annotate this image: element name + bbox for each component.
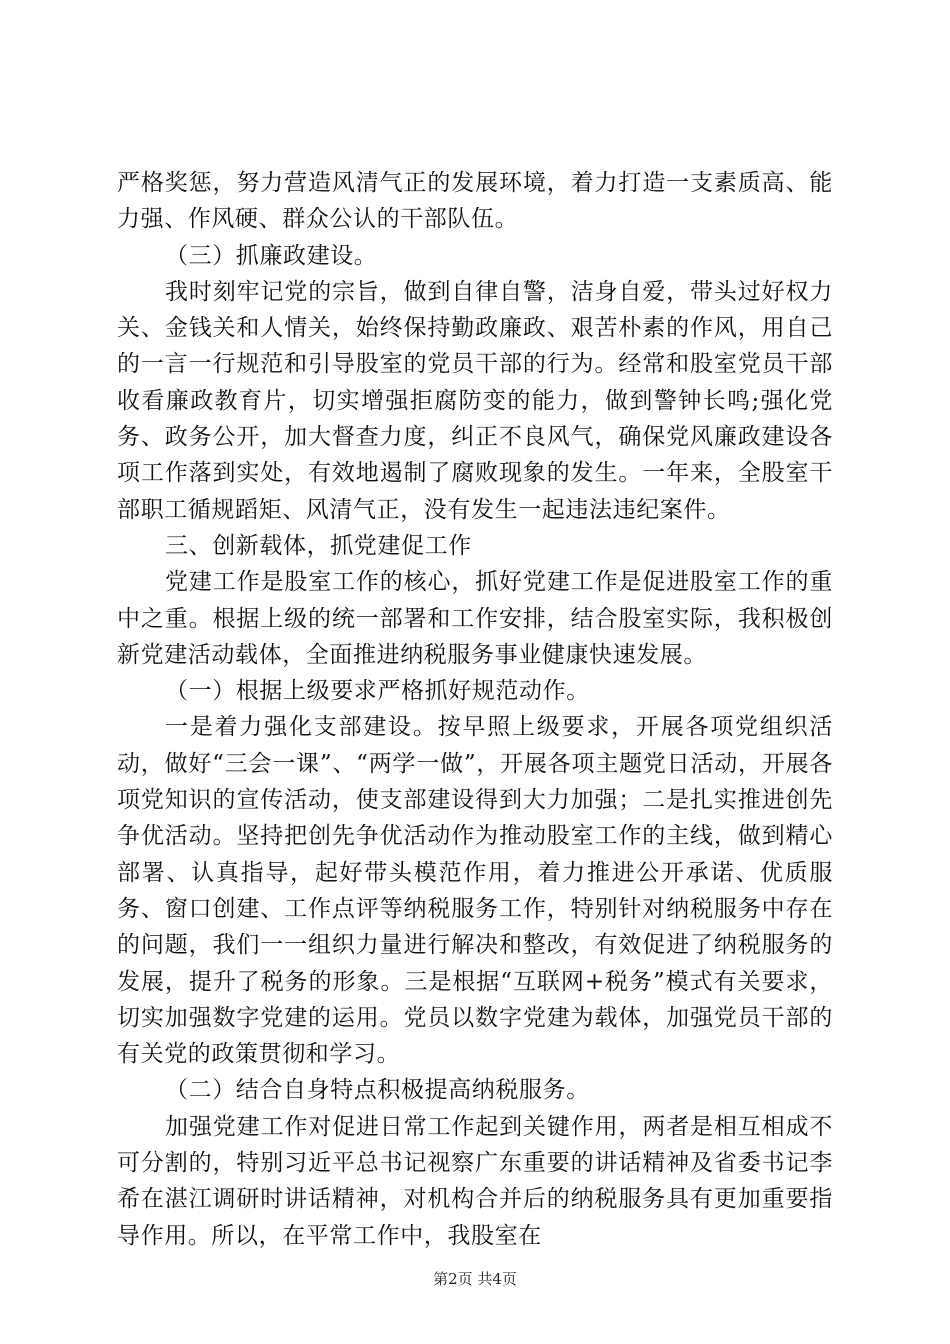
section-heading: 三、创新载体，抓党建促工作 [165, 532, 472, 559]
section-heading: （三）抓廉政建设。 [165, 242, 378, 269]
paragraph: 一是着力强化支部建设。按早照上级要求，开展各项党组织活动，做好“三会一课”、“两学一做”，开展各项主题党日活动，开展各项党知识的宣传活动，使支部建设得到大力加强；二是扎实推进创先争优活动。坚持把创先争优活动作为推动股室工作的主线，做到精心部署、认真指导，起好带头模范作用，着力推进公开承诺、优质服务、窗口创建、工作点评等纳税服务工作，特别针对纳税服务中存在的问题，我们一一组织力量进行解决和整改，有效促进了纳税服务的发展，提升了税务的形象。三是根据“互联网+税务”模式有关要求，切实加强数字党建的运用。党员以数字党建为载体，加强党员干部的有关党的政策贯彻和学习。 [117, 714, 833, 1068]
paragraph: 严格奖惩，努力营造风清气正的发展环境，着力打造一支素质高、能力强、作风硬、群众公认的干部队伍。 [117, 170, 833, 233]
paragraph: 加强党建工作对促进日常工作起到关键作用，两者是相互相成不可分割的，特别习近平总书记视察广东重要的讲话精神及省委书记李希在湛江调研时讲话精神，对机构合并后的纳税服务具有更加重要指导作用。所以，在平常工作中，我股室在 [117, 1113, 833, 1249]
paragraph: 党建工作是股室工作的核心，抓好党建工作是促进股室工作的重中之重。根据上级的统一部署和工作安排，结合股室实际，我积极创新党建活动载体，全面推进纳税服务事业健康快速发展。 [117, 569, 833, 668]
document-body [117, 165, 833, 1254]
paragraph: 我时刻牢记党的宗旨，做到自律自警，洁身自爱，带头过好权力关、金钱关和人情关，始终保持勤政廉政、艰苦朴素的作风，用自己的一言一行规范和引导股室的党员干部的行为。经常和股室党员干部收看廉政教育片，切实增强拒腐防变的能力，做到警钟长鸣;强化党务、政务公开，加大督查力度，纠正不良风气，确保党风廉政建设各项工作落到实处，有效地遏制了腐败现象的发生。一年来，全股室干部职工循规蹈矩、风清气正，没有发生一起违法违纪案件。 [117, 278, 833, 523]
section-heading: （二）结合自身特点积极提高纳税服务。 [165, 1077, 590, 1104]
section-heading: （一）根据上级要求严格抓好规范动作。 [165, 678, 590, 705]
page-number-footer: 第2页 共4页 [433, 1270, 517, 1288]
